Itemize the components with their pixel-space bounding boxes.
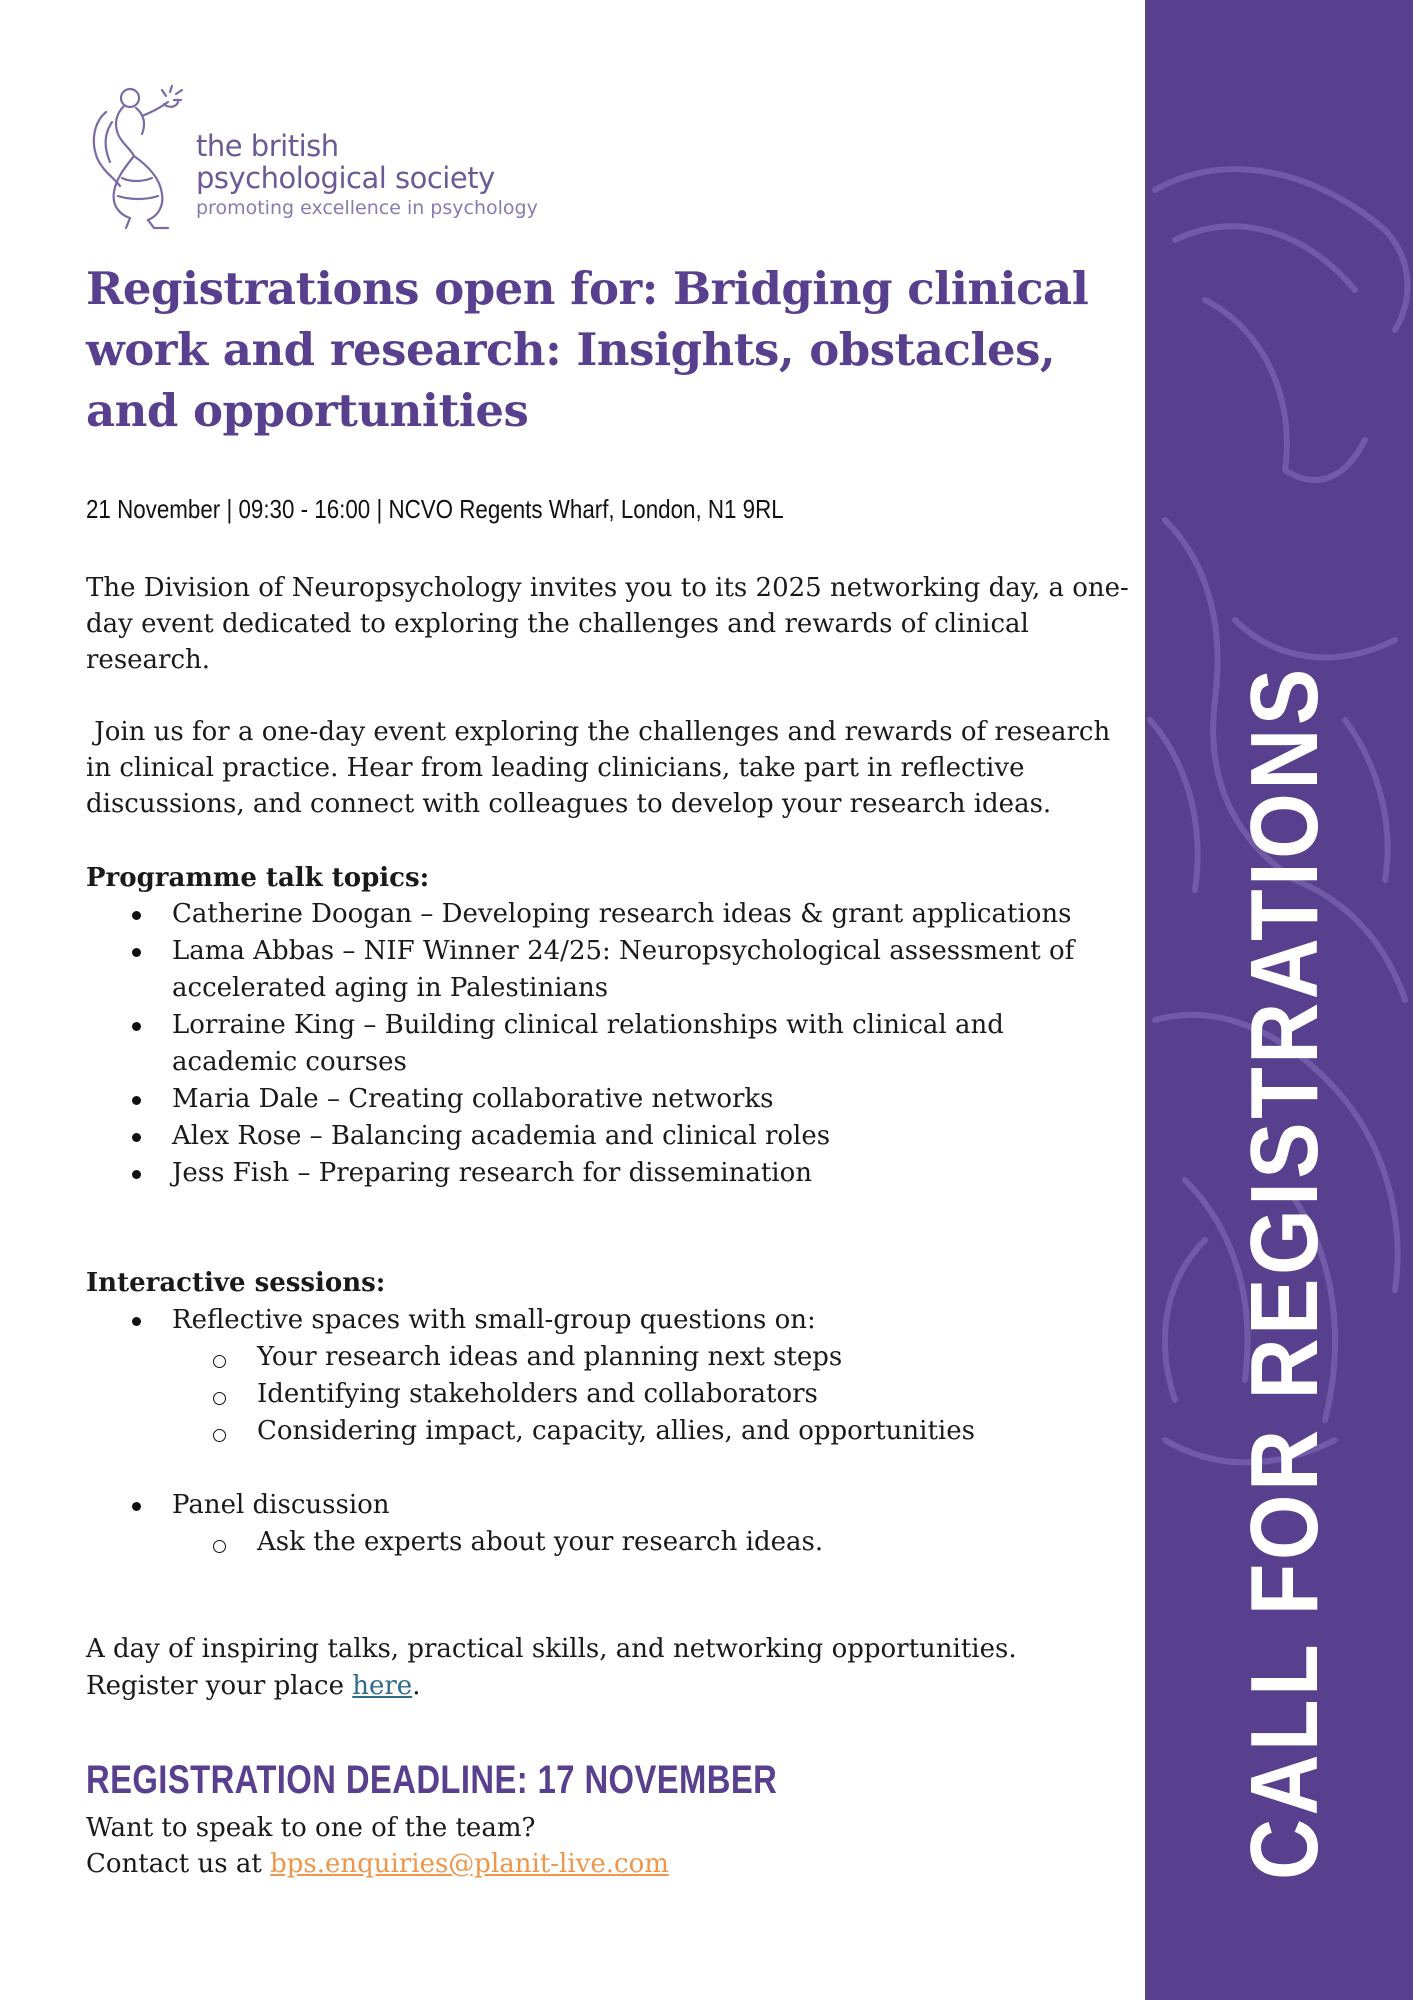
topic-text: Catherine Doogan – Developing research ideas & grant applications — [172, 899, 1072, 929]
registration-deadline: REGISTRATION DEADLINE: 17 NOVEMBER — [86, 1758, 778, 1802]
list-item — [86, 1081, 1126, 1118]
sub-list — [172, 1339, 1126, 1450]
bullet-icon — [132, 1096, 141, 1105]
register-suffix: . — [412, 1671, 421, 1701]
topic-text: Jess Fish – Preparing research for dissemination — [172, 1158, 813, 1188]
register-link[interactable]: here — [352, 1671, 413, 1701]
list-item — [86, 933, 1126, 1007]
session-text: Reflective spaces with small-group questions on: — [172, 1305, 816, 1335]
interactive-list — [86, 1302, 1126, 1561]
closing-line: A day of inspiring talks, practical skills, and networking opportunities. — [86, 1634, 1017, 1664]
list-item — [86, 1302, 1126, 1487]
call-for-registrations-text — [1230, 500, 1340, 1880]
list-item — [86, 1155, 1126, 1192]
register-prefix: Register your place — [86, 1671, 353, 1701]
register-line — [86, 1668, 1136, 1705]
contact-email-line — [86, 1846, 669, 1882]
circle-bullet-icon — [213, 1540, 226, 1553]
contact-prefix: Contact us at — [86, 1849, 271, 1879]
circle-bullet-icon — [213, 1355, 226, 1368]
topic-text: Lama Abbas – NIF Winner 24/25: Neuropsychological assessment of accelerated aging in Palestinians — [172, 936, 1075, 1003]
contact-block — [86, 1810, 669, 1882]
event-meta: 21 November | 09:30 - 16:00 | NCVO Regents Wharf, London, N1 9RL — [86, 494, 784, 524]
list-item — [86, 896, 1126, 933]
page-title: Registrations open for: Bridging clinical work and research: Insights, obstacles, and opportunities — [86, 262, 1089, 437]
logo-line-1: the british — [196, 129, 339, 163]
circle-bullet-icon — [213, 1429, 226, 1442]
contact-line: Want to speak to one of the team? — [86, 1813, 536, 1843]
bullet-icon — [132, 1502, 141, 1511]
sub-item-text: Considering impact, capacity, allies, and opportunities — [257, 1416, 975, 1446]
logo-line-2: psychological society — [196, 161, 495, 195]
topic-text: Alex Rose – Balancing academia and clinical roles — [172, 1121, 831, 1151]
sub-list — [172, 1524, 1126, 1561]
sub-list-item — [172, 1339, 1126, 1376]
email-link[interactable]: bps.enquiries@planit-live.com — [270, 1849, 669, 1879]
sub-list-item — [172, 1413, 1126, 1450]
list-item — [86, 1118, 1126, 1155]
sub-list-item — [172, 1376, 1126, 1413]
psyche-figure-icon — [86, 82, 196, 232]
topic-text: Lorraine King – Building clinical relationships with clinical and academic courses — [172, 1010, 1004, 1077]
session-text: Panel discussion — [172, 1490, 390, 1520]
list-item — [86, 1007, 1126, 1081]
bullet-icon — [132, 948, 141, 957]
bullet-icon — [132, 911, 141, 920]
sidebar-text: CALL FOR REGISTRATIONS — [1231, 665, 1338, 1880]
circle-bullet-icon — [213, 1392, 226, 1405]
intro-paragraph: The Division of Neuropsychology invites you to its 2025 networking day, a one-day event dedicated to exploring the challenges and rewards of clinical research. — [86, 573, 1129, 675]
sub-item-text: Your research ideas and planning next steps — [257, 1342, 843, 1372]
logo-tagline: promoting excellence in psychology — [196, 197, 538, 219]
invite-paragraph: Join us for a one-day event exploring the challenges and rewards of research in clinical practice. Hear from leading clinicians, take part in reflective discussions, and connect with colleagues to develop your research ideas. — [86, 717, 1119, 819]
sub-list-item — [172, 1524, 1126, 1561]
closing-text — [86, 1631, 1136, 1705]
topic-text: Maria Dale – Creating collaborative networks — [172, 1084, 774, 1114]
bullet-icon — [132, 1133, 141, 1142]
list-item — [86, 1487, 1126, 1561]
programme-heading: Programme talk topics: — [86, 863, 430, 893]
bullet-icon — [132, 1170, 141, 1179]
bps-logo — [86, 82, 546, 232]
bullet-icon — [132, 1317, 141, 1326]
sub-item-text: Ask the experts about your research ideas. — [257, 1527, 824, 1557]
sub-item-text: Identifying stakeholders and collaborators — [257, 1379, 818, 1409]
interactive-heading: Interactive sessions: — [86, 1268, 386, 1298]
bullet-icon — [132, 1022, 141, 1031]
programme-list — [86, 896, 1126, 1192]
